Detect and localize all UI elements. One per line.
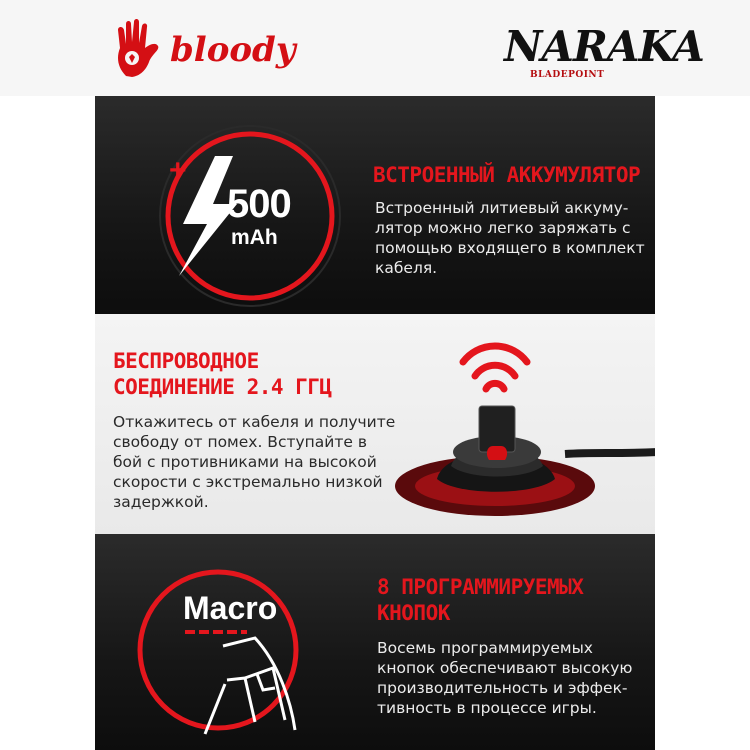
bloody-wordmark: bloody — [170, 30, 296, 70]
wireless-title-line-2: СОЕДИНЕНИЕ 2.4 ГГЦ — [113, 375, 332, 399]
macro-underline-icon — [185, 630, 247, 634]
macro-line-4: тивность в процессе игры. — [377, 699, 597, 717]
wireless-description — [113, 412, 403, 512]
battery-capacity-unit: mAh — [231, 226, 278, 249]
wireless-line-3: бой с противниками на высокой — [113, 453, 377, 471]
battery-title: ВСТРОЕННЫЙ АККУМУЛЯТОР — [373, 163, 641, 187]
battery-capacity-value: 500 — [227, 182, 291, 226]
wireless-line-5: задержкой. — [113, 493, 209, 511]
macro-line-2: кнопок обеспечивают высокую — [377, 659, 633, 677]
macro-title-line-2: КНОПОК — [377, 601, 450, 625]
naraka-subtitle: BLADEPOINT — [530, 70, 605, 80]
macro-title — [377, 574, 583, 626]
battery-description — [375, 198, 650, 278]
header — [0, 0, 750, 96]
wireless-line-2: свободу от помех. Вступайте в — [113, 433, 368, 451]
wireless-title — [113, 348, 332, 400]
bloody-logo — [112, 18, 296, 78]
macro-section — [95, 534, 655, 750]
bloody-hand-icon — [112, 18, 164, 78]
naraka-wordmark: NARAKA — [504, 22, 704, 71]
wireless-line-4: скорости с экстремально низкой — [113, 473, 383, 491]
plus-icon: + — [169, 154, 187, 187]
wifi-icon — [463, 346, 527, 389]
battery-line-3: помощью входящего в комплект — [375, 239, 645, 257]
wireless-section — [95, 314, 655, 534]
dock-hand-icon — [487, 446, 507, 460]
macro-description — [377, 638, 647, 718]
battery-line-4: кабеля. — [375, 259, 438, 277]
macro-title-line-1: 8 ПРОГРАММИРУЕМЫХ — [377, 575, 584, 599]
battery-line-2: лятор можно легко заряжать с — [375, 219, 631, 237]
naraka-logo — [500, 16, 704, 86]
battery-section — [95, 96, 655, 314]
macro-line-3: производительность и эффек- — [377, 679, 628, 697]
wireless-title-line-1: БЕСПРОВОДНОЕ — [113, 349, 259, 373]
battery-line-1: Встроенный литиевый аккуму- — [375, 199, 629, 217]
macro-line-1: Восемь программируемых — [377, 639, 593, 657]
receiver-dock-graphic — [395, 334, 655, 534]
macro-label: Macro — [183, 590, 278, 626]
wireless-line-1: Откажитесь от кабеля и получите — [113, 413, 396, 431]
